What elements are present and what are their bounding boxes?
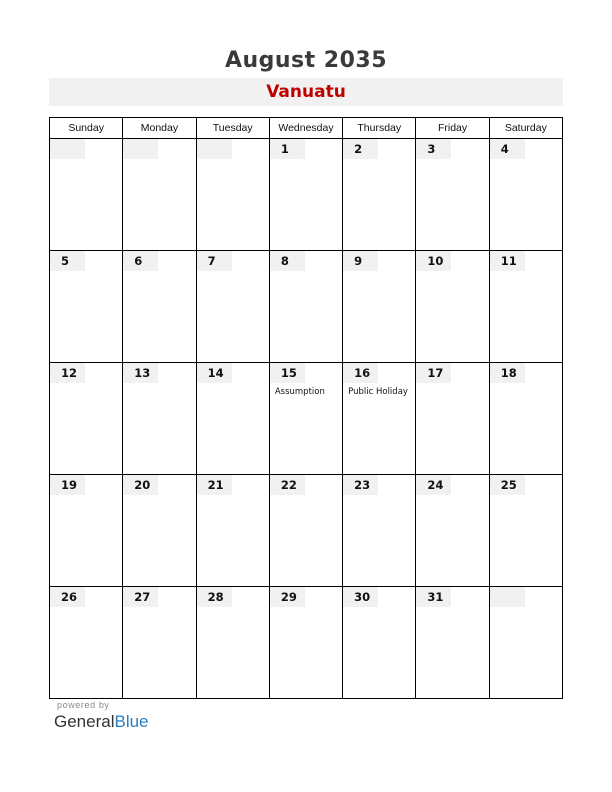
- day-number-box: [416, 251, 451, 271]
- day-number-box: [123, 139, 158, 159]
- calendar-day-cell: [416, 139, 489, 251]
- day-number-box: [197, 587, 232, 607]
- day-number: 7: [207, 254, 216, 268]
- calendar-day-cell: [343, 139, 416, 251]
- calendar-week-row: [50, 251, 563, 363]
- weekday-header: Thursday: [343, 118, 416, 139]
- calendar-day-cell: [416, 251, 489, 363]
- day-number-box: [50, 363, 85, 383]
- day-number-box: [343, 587, 378, 607]
- calendar-day-cell: [489, 587, 562, 699]
- day-number-box: [123, 587, 158, 607]
- day-number-box: [197, 139, 232, 159]
- day-number-box: [50, 139, 85, 159]
- day-number-box: [416, 475, 451, 495]
- day-number-box: [343, 363, 378, 383]
- calendar-day-cell: [269, 251, 342, 363]
- page-title: August 2035: [224, 48, 388, 73]
- calendar-day-cell: [416, 363, 489, 475]
- weekday-header: Sunday: [50, 118, 123, 139]
- day-number-box: [50, 587, 85, 607]
- calendar-day-cell: [123, 363, 196, 475]
- day-number-box: [343, 251, 378, 271]
- day-number: 13: [134, 366, 151, 380]
- calendar-day-cell: [50, 475, 123, 587]
- day-number: 16: [354, 366, 371, 380]
- day-number-box: [50, 251, 85, 271]
- weekday-header-row: [50, 118, 563, 139]
- calendar-day-cell: [489, 363, 562, 475]
- calendar-day-cell: [50, 363, 123, 475]
- day-number-box: [270, 139, 305, 159]
- weekday-header: Monday: [123, 118, 196, 139]
- day-number: 27: [134, 590, 151, 604]
- day-number-box: [343, 139, 378, 159]
- day-number: 25: [500, 478, 517, 492]
- calendar-week-row: [50, 363, 563, 475]
- day-number-box: [197, 363, 232, 383]
- day-number-box: [490, 251, 525, 271]
- calendar-day-cell: [123, 587, 196, 699]
- holiday-label: Assumption: [274, 387, 325, 397]
- calendar-day-cell: [416, 475, 489, 587]
- day-number: 5: [61, 254, 70, 268]
- country-banner: [49, 78, 563, 106]
- calendar-day-cell: [416, 587, 489, 699]
- calendar-day-cell: [269, 475, 342, 587]
- calendar-day-cell: [489, 139, 562, 251]
- weekday-header: Wednesday: [269, 118, 342, 139]
- day-number-box: [490, 363, 525, 383]
- brand-logo: [54, 712, 149, 732]
- day-number-box: [197, 251, 232, 271]
- day-number-box: [343, 475, 378, 495]
- calendar-day-cell: [269, 363, 342, 475]
- day-number: 2: [354, 142, 363, 156]
- calendar-day-cell: [50, 139, 123, 251]
- country-name: Vanuatu: [266, 82, 346, 102]
- day-number-box: [123, 363, 158, 383]
- calendar-week-row: [50, 587, 563, 699]
- day-number: 14: [207, 366, 224, 380]
- day-number-box: [270, 251, 305, 271]
- day-number: 18: [500, 366, 517, 380]
- day-number: 12: [61, 366, 78, 380]
- calendar-day-cell: [343, 251, 416, 363]
- day-number: 29: [280, 590, 297, 604]
- day-number: 31: [427, 590, 444, 604]
- calendar-day-cell: [50, 587, 123, 699]
- calendar-day-cell: [269, 587, 342, 699]
- calendar-day-cell: [269, 139, 342, 251]
- day-number-box: [490, 475, 525, 495]
- calendar-day-cell: [343, 363, 416, 475]
- weekday-header: Friday: [416, 118, 489, 139]
- day-number-box: [416, 587, 451, 607]
- day-number-box: [416, 363, 451, 383]
- day-number: 10: [427, 254, 444, 268]
- calendar-day-cell: [489, 475, 562, 587]
- day-number: 19: [61, 478, 78, 492]
- calendar-day-cell: [196, 139, 269, 251]
- calendar-week-row: [50, 475, 563, 587]
- day-number: 26: [61, 590, 78, 604]
- holiday-label: Public Holiday: [348, 387, 408, 397]
- powered-by-label: powered by: [57, 700, 110, 710]
- calendar-day-cell: [343, 475, 416, 587]
- day-number: 15: [280, 366, 297, 380]
- weekday-header: Saturday: [489, 118, 562, 139]
- day-number-box: [416, 139, 451, 159]
- calendar-day-cell: [489, 251, 562, 363]
- day-number: 22: [280, 478, 297, 492]
- calendar-day-cell: [196, 363, 269, 475]
- calendar-day-cell: [196, 475, 269, 587]
- weekday-header: Tuesday: [196, 118, 269, 139]
- day-number: 3: [427, 142, 436, 156]
- day-number: 21: [207, 478, 224, 492]
- day-number: 20: [134, 478, 151, 492]
- brand-blue-text: Blue: [114, 712, 149, 731]
- day-number: 9: [354, 254, 363, 268]
- calendar-day-cell: [196, 587, 269, 699]
- day-number: 1: [280, 142, 289, 156]
- day-number-box: [270, 475, 305, 495]
- day-number-box: [197, 475, 232, 495]
- day-number: 28: [207, 590, 224, 604]
- day-number-box: [270, 587, 305, 607]
- day-number: 24: [427, 478, 444, 492]
- day-number: 11: [500, 254, 517, 268]
- day-number-box: [123, 475, 158, 495]
- day-number-box: [270, 363, 305, 383]
- day-number: 6: [134, 254, 143, 268]
- day-number-box: [123, 251, 158, 271]
- day-number: 4: [500, 142, 509, 156]
- day-number-box: [490, 139, 525, 159]
- day-number-box: [490, 587, 525, 607]
- calendar-day-cell: [50, 251, 123, 363]
- calendar-week-row: [50, 139, 563, 251]
- day-number: 30: [354, 590, 371, 604]
- day-number: 23: [354, 478, 371, 492]
- day-number: 17: [427, 366, 444, 380]
- calendar-day-cell: [343, 587, 416, 699]
- calendar-day-cell: [196, 251, 269, 363]
- brand-general-text: General: [54, 712, 115, 731]
- calendar-day-cell: [123, 475, 196, 587]
- day-number-box: [50, 475, 85, 495]
- calendar-grid: [49, 117, 563, 699]
- calendar-day-cell: [123, 251, 196, 363]
- day-number: 8: [280, 254, 289, 268]
- calendar-day-cell: [123, 139, 196, 251]
